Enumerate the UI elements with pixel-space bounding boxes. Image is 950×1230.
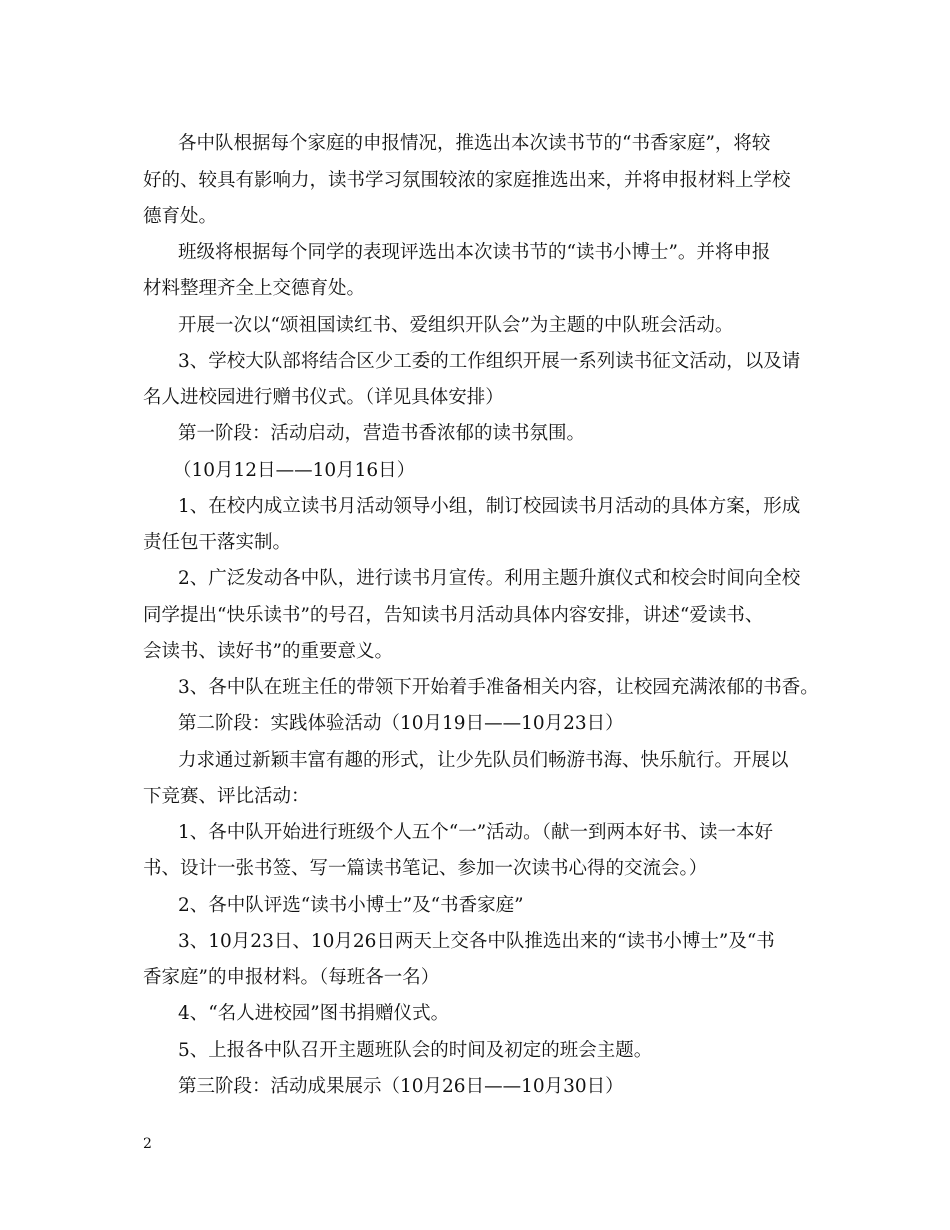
paragraph-line: 香家庭”的申报材料。（每班各一名） (143, 967, 440, 988)
paragraph-line: 班级将根据每个同学的表现评选出本次读书节的“读书小博士”。并将申报 (178, 242, 771, 263)
paragraph-line: 3、10月23日、10月26日两天上交各中队推选出来的“读书小博士”及“书 (178, 931, 775, 952)
section-heading: 第二阶段：实践体验活动（10月19日——10月23日） (178, 713, 624, 734)
paragraph-line: 会读书、读好书”的重要意义。 (143, 641, 393, 662)
paragraph-line: 名人进校园进行赠书仪式。（详见具体安排） (143, 387, 504, 408)
page-number: 2 (143, 1136, 152, 1152)
paragraph-line: 同学提出“快乐读书”的号召，告知读书月活动具体内容安排，讲述“爱读书、 (143, 605, 764, 626)
paragraph-line: 4、“名人进校园”图书捐赠仪式。 (178, 1003, 450, 1024)
paragraph-line: 3、学校大队部将结合区少工委的工作组织开展一系列读书征文活动，以及请 (178, 351, 801, 372)
paragraph-line: 好的、较具有影响力，读书学习氛围较浓的家庭推选出来，并将申报材料上学校 (143, 170, 791, 191)
date-range: （10月12日——10月16日） (173, 460, 416, 481)
paragraph-line: 开展一次以“颂祖国读红书、爱组织开队会”为主题的中队班会活动。 (178, 315, 734, 336)
paragraph-line: 2、广泛发动各中队，进行读书月宣传。利用主题升旗仪式和校会时间向全校 (178, 568, 801, 589)
paragraph-line: 材料整理齐全上交德育处。 (143, 278, 366, 299)
section-heading: 第一阶段：活动启动，营造书香浓郁的读书氛围。 (178, 423, 586, 444)
paragraph-line: 书、设计一张书签、写一篇读书笔记、参加一次读书心得的交流会。） (143, 858, 708, 879)
paragraph-line: 3、各中队在班主任的带领下开始着手准备相关内容，让校园充满浓郁的书香。 (178, 677, 819, 698)
paragraph-line: 德育处。 (143, 206, 218, 227)
paragraph-line: 1、各中队开始进行班级个人五个“一”活动。（献一到两本好书、读一本好 (178, 822, 773, 843)
paragraph-line: 1、在校内成立读书月活动领导小组，制订校园读书月活动的具体方案，形成 (178, 496, 801, 517)
section-heading: 第三阶段：活动成果展示（10月26日——10月30日） (178, 1076, 624, 1097)
paragraph-line: 力求通过新颖丰富有趣的形式，让少先队员们畅游书海、快乐航行。开展以 (178, 750, 789, 771)
paragraph-line: 2、各中队评选“读书小博士”及“书香家庭” (178, 895, 524, 916)
paragraph-line: 各中队根据每个家庭的申报情况，推选出本次读书节的“书香家庭”，将较 (178, 133, 771, 154)
paragraph-line: 责任包干落实制。 (143, 532, 292, 553)
paragraph-line: 下竞赛、评比活动： (143, 786, 310, 807)
paragraph-line: 5、上报各中队召开主题班队会的时间及初定的班会主题。 (178, 1040, 653, 1061)
